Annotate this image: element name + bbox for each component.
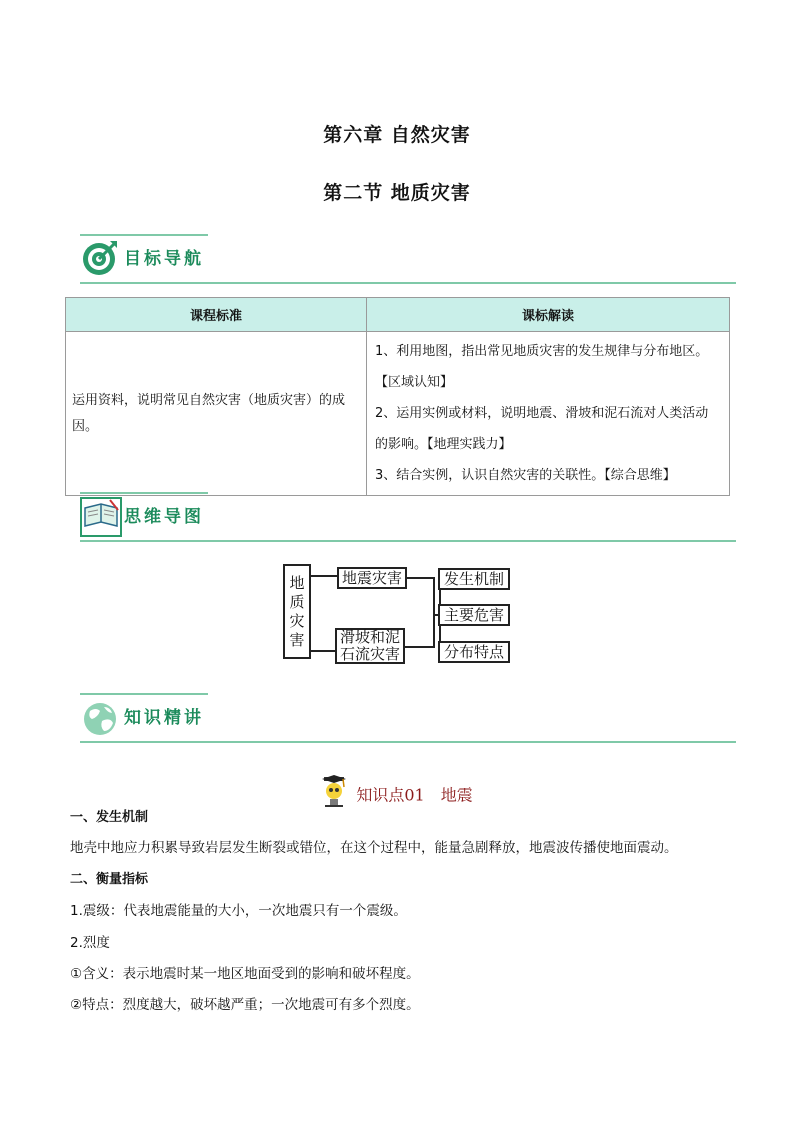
mindmap-root-label: 地质灾害: [289, 573, 305, 649]
interpretation-line: 3、结合实例，认识自然灾害的关联性。【综合思维】: [375, 468, 676, 483]
mindmap-branch-label: 地震灾害: [341, 568, 402, 587]
mindmap-branch-label: 滑坡和泥石流灾害: [339, 628, 400, 663]
connector-line: [311, 650, 337, 652]
interpretation-cell: [367, 332, 730, 496]
header-top-line: [80, 234, 208, 236]
curriculum-table: [65, 297, 730, 496]
book-icon: [80, 496, 120, 536]
header-bottom-line: [80, 540, 736, 542]
mind-map: [283, 560, 513, 665]
target-icon: [80, 238, 120, 278]
mindmap-leaf-mechanism: [438, 568, 510, 590]
mindmap-branch-landslide: [335, 628, 405, 664]
paragraph-magnitude: 1.震级：代表地震能量的大小，一次地震只有一个震级。: [70, 903, 407, 919]
mindmap-leaf-hazards: [438, 604, 510, 626]
section-header-goal: [80, 234, 736, 284]
section-header-knowledge: [80, 693, 736, 743]
standard-cell: 运用资料，说明常见自然灾害（地质灾害）的成因。: [66, 332, 367, 496]
section-label-mindmap: 思维导图: [124, 507, 204, 527]
mindmap-branch-earthquake: [337, 567, 407, 589]
paragraph-mechanism: 地壳中地应力积累导致岩层发生断裂或错位，在这个过程中，能量急剧释放，地震波传播使地面震动。: [70, 840, 678, 856]
table-row: [66, 332, 730, 496]
header-top-line: [80, 492, 208, 494]
chapter-title: 第六章 自然灾害: [323, 124, 471, 146]
table-header-interpretation: 课标解读: [367, 298, 730, 332]
mindmap-leaf-distribution: [438, 641, 510, 663]
interpretation-line: 1、利用地图，指出常见地质灾害的发生规律与分布地区。: [375, 344, 709, 359]
mindmap-leaf-label: 分布特点: [443, 642, 504, 661]
section-header-mindmap: [80, 492, 736, 542]
mindmap-root: [283, 564, 311, 659]
knowledge-point-label: 知识点01 地震: [356, 785, 473, 805]
mindmap-leaf-label: 主要危害: [443, 605, 504, 624]
section-title: 第二节 地质灾害: [323, 182, 471, 204]
connector-line: [433, 577, 435, 648]
connector-line: [407, 577, 435, 579]
connector-line: [311, 575, 337, 577]
header-bottom-line: [80, 741, 736, 743]
mindmap-leaf-label: 发生机制: [443, 569, 504, 588]
paragraph-intensity-feature: ②特点：烈度越大，破坏越严重；一次地震可有多个烈度。: [70, 997, 420, 1013]
paragraph-intensity: 2.烈度: [70, 935, 110, 951]
section-label-knowledge: 知识精讲: [124, 708, 204, 728]
paragraph-intensity-meaning: ①含义：表示地震时某一地区地面受到的影响和破坏程度。: [70, 966, 420, 982]
section-label-goal: 目标导航: [124, 249, 204, 269]
header-top-line: [80, 693, 208, 695]
connector-line: [405, 646, 435, 648]
header-bottom-line: [80, 282, 736, 284]
table-header-row: [66, 298, 730, 332]
heading-mechanism: 一、发生机制: [70, 810, 149, 825]
table-header-standard: 课程标准: [66, 298, 367, 332]
interpretation-line: 2、运用实例或材料，说明地震、滑坡和泥石流对人类活动: [375, 406, 709, 421]
globe-icon: [80, 697, 120, 737]
interpretation-line: 【区域认知】: [375, 375, 454, 390]
interpretation-line: 的影响。【地理实践力】: [375, 437, 512, 452]
heading-measure: 二、衡量指标: [70, 872, 149, 887]
